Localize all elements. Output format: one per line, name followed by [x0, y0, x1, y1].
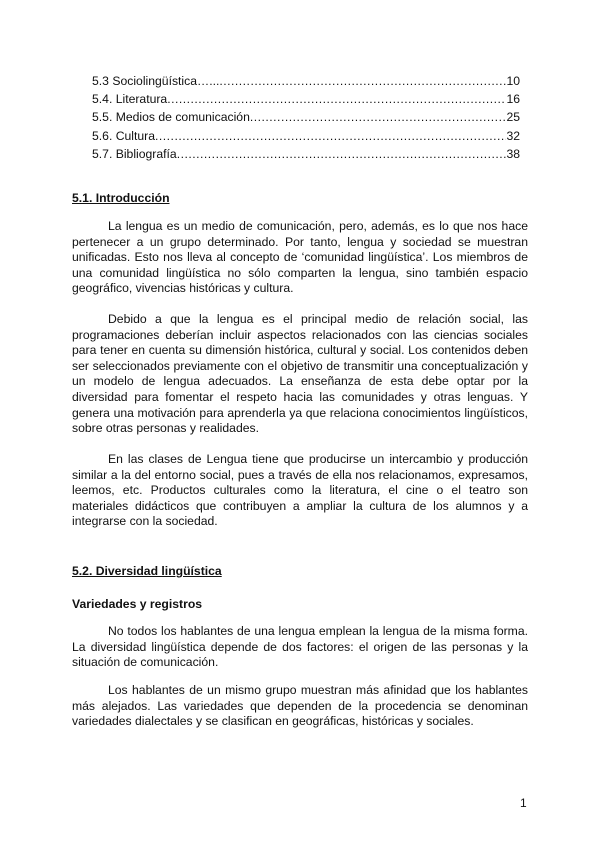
section-heading-introduccion: 5.1. Introducción — [72, 191, 170, 205]
section-body-diversidad — [72, 624, 528, 671]
paragraph: Debido a que la lengua es el principal medio de relación social, las programaciones deberían incluir aspectos relacionados con las ciencias sociales para tener en cuenta su dimensión histórica, cultural y social. Los contenidos deben ser seleccionados previamente con el objetivo de transmitir una conceptualización y un modelo de lengua adecuados. La enseñanza de esta debe optar por la diversidad para fomentar el respeto hacia las comunidades y otras lenguas. Y genera una motivación para aprenderla ya que relaciona conocimientos lingüísticos, sobre otras personas y realidades. — [72, 312, 528, 436]
paragraph: En las clases de Lengua tiene que producirse un intercambio y producción similar a la del entorno social, pues a través de ella nos relacionamos, expresamos, leemos, etc. Productos culturales como la literatura, el cine o el teatro son materiales didácticos que contribuyen a ampliar la cultura de los alumnos y a integrarse con la sociedad. — [72, 452, 528, 529]
toc-leader-dots — [167, 90, 506, 108]
section-body-introduccion — [72, 312, 528, 437]
toc-entry-page: 10 — [506, 74, 520, 88]
toc-entry-page: 38 — [506, 146, 520, 161]
toc-entry-title: 5.3 Sociolingüística…... — [92, 74, 220, 88]
toc-entry[interactable] — [92, 90, 520, 108]
toc-entry-page: 32 — [506, 128, 520, 143]
section-body-introduccion — [72, 219, 528, 297]
toc-entry-title: 5.6. Cultura — [92, 128, 156, 143]
toc-entry-title: 5.5. Medios de comunicación — [92, 110, 250, 125]
toc-entry[interactable] — [92, 145, 520, 163]
toc-entry[interactable] — [92, 108, 520, 126]
toc-entry-title: 5.4. Literatura — [92, 92, 168, 107]
page-number: 1 — [520, 796, 527, 810]
table-of-contents — [92, 72, 520, 163]
paragraph: No todos los hablantes de una lengua emplean la lengua de la misma forma. La diversidad lingüística depende de dos factores: el origen de las personas y la situación de comunicación. — [72, 624, 528, 670]
toc-leader-dots — [155, 127, 506, 145]
section-body-diversidad — [72, 683, 528, 730]
toc-entry-page: 25 — [506, 110, 520, 125]
toc-entry-page: 16 — [506, 92, 520, 107]
paragraph: La lengua es un medio de comunicación, pero, además, es lo que nos hace pertenecer a un grupo determinado. Por tanto, lengua y sociedad se muestran unificadas. Esto nos lleva al concepto de ‘comunidad lingüística’. Los miembros de una comunidad lingüística no sólo comparten la lengua, sino también espacio geográfico, vivencias históricas y cultura. — [72, 219, 528, 296]
toc-entry[interactable] — [92, 127, 520, 145]
section-body-introduccion — [72, 452, 528, 530]
toc-entry-title: 5.7. Bibliografía — [92, 146, 177, 161]
paragraph: Los hablantes de un mismo grupo muestran más afinidad que los hablantes más alejados. Las variedades que dependen de la procedencia se denominan variedades dialectales y se clasifican en geográficas, históricas y sociales. — [72, 683, 528, 729]
toc-leader-dots — [177, 145, 507, 163]
toc-leader-dots — [250, 108, 507, 126]
toc-leader-dots — [219, 72, 506, 90]
toc-entry[interactable] — [92, 72, 520, 90]
subsection-heading-variedades: Variedades y registros — [72, 597, 203, 611]
section-heading-diversidad: 5.2. Diversidad lingüística — [72, 564, 222, 578]
